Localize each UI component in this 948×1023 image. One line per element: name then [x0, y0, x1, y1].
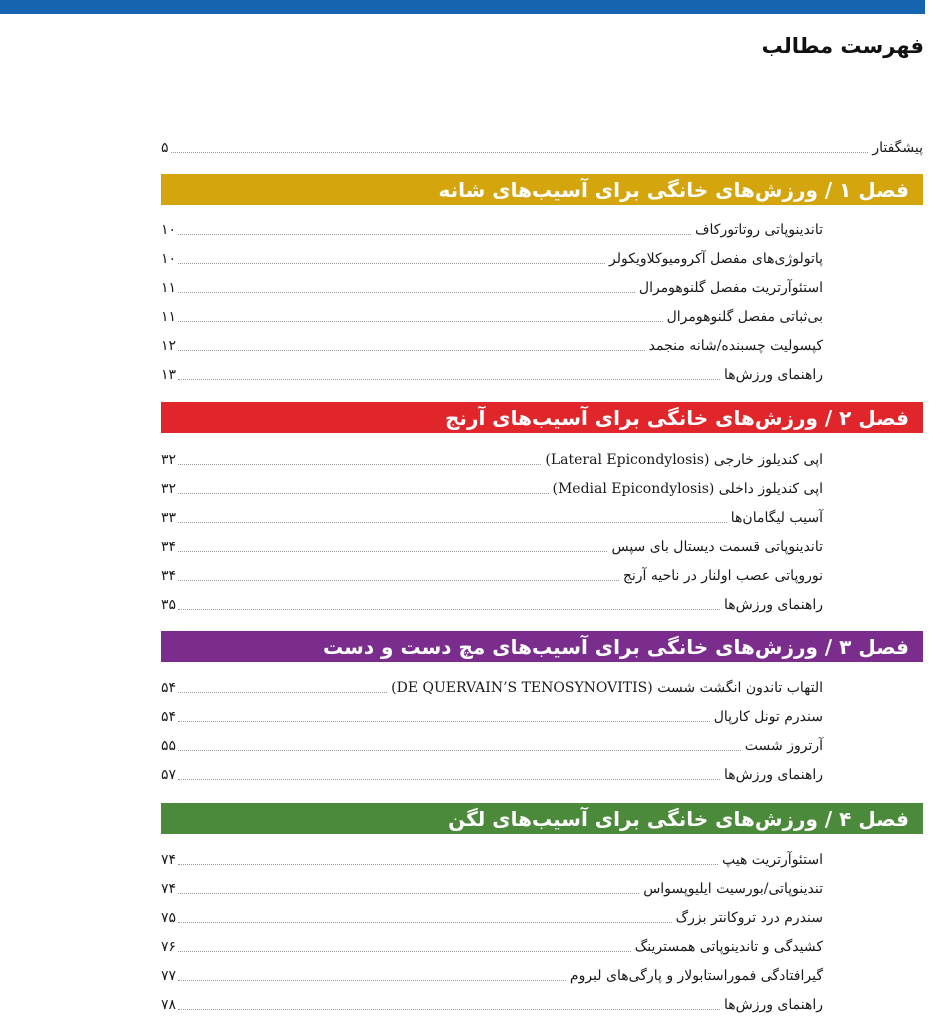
entry-title: سندرم تونل کارپال — [710, 708, 823, 726]
entry-page: ۵۷ — [161, 767, 177, 783]
chapter-3-entries — [161, 668, 923, 784]
toc-entry[interactable] — [161, 585, 923, 614]
entry-page: ۳۴ — [161, 539, 177, 555]
entry-page: ۱۰ — [161, 251, 177, 267]
leader-dots — [178, 291, 635, 293]
entry-title: بی‌ثباتی مفصل گلنوهومرال — [663, 308, 823, 326]
chapter-3-heading[interactable] — [161, 631, 923, 662]
leader-dots — [178, 749, 741, 751]
toc-entry[interactable] — [161, 697, 923, 726]
toc-entry[interactable] — [161, 985, 923, 1014]
entry-title: راهنمای ورزش‌ها — [720, 766, 823, 784]
entry-title: گیرافتادگی فموراستابولار و پارگی‌های لبروم — [566, 967, 823, 985]
toc-entry[interactable] — [161, 239, 923, 268]
entry-title: آرتروز شست — [741, 737, 823, 755]
toc-entry[interactable] — [161, 268, 923, 297]
entry-page: ۱۲ — [161, 338, 177, 354]
toc-entry[interactable] — [161, 668, 923, 697]
entry-page: ۱۱ — [161, 280, 177, 296]
entry-page: ۳۵ — [161, 597, 177, 613]
chapter-1-title: فصل ۱ / ورزش‌های خانگی برای آسیب‌های شانه — [438, 177, 909, 202]
entry-title: پیشگفتار — [868, 139, 923, 157]
entry-page: ۳۲ — [161, 452, 177, 468]
chapter-4-title: فصل ۴ / ورزش‌های خانگی برای آسیب‌های لگن — [448, 806, 909, 831]
entry-title: التهاب تاندون انگشت شست (DE QUERVAIN’S TENOSYNOVITIS) — [387, 679, 823, 697]
chapter-1-entries — [161, 210, 923, 384]
entry-page: ۱۳ — [161, 367, 177, 383]
leader-dots — [178, 320, 663, 322]
leader-dots — [178, 608, 720, 610]
toc-entry[interactable] — [161, 956, 923, 985]
chapter-1-heading[interactable] — [161, 174, 923, 205]
top-accent-bar — [0, 0, 925, 14]
chapter-2-heading[interactable] — [161, 402, 923, 433]
toc-entry[interactable] — [161, 927, 923, 956]
toc-entry[interactable] — [161, 326, 923, 355]
entry-title: کپسولیت چسبنده/شانه منجمد — [645, 337, 823, 355]
entry-page: ۱۱ — [161, 309, 177, 325]
entry-page: ۱۰ — [161, 222, 177, 238]
entry-title: استئوآرتریت مفصل گلنوهومرال — [635, 279, 823, 297]
leader-dots — [178, 550, 607, 552]
toc-entry-preface[interactable] — [161, 128, 923, 157]
leader-dots — [178, 378, 720, 380]
preface-section — [161, 128, 923, 157]
entry-title: تندینوپاتی/بورسیت ایلیوپسواس — [639, 880, 823, 898]
leader-dots — [178, 1008, 720, 1010]
toc-entry[interactable] — [161, 469, 923, 498]
leader-dots — [178, 921, 672, 923]
entry-page: ۷۸ — [161, 997, 177, 1013]
entry-title: راهنمای ورزش‌ها — [720, 996, 823, 1014]
toc-entry[interactable] — [161, 726, 923, 755]
entry-page: ۷۴ — [161, 852, 177, 868]
leader-dots — [178, 233, 691, 235]
entry-page: ۵ — [161, 140, 169, 156]
toc-entry[interactable] — [161, 297, 923, 326]
toc-entry[interactable] — [161, 440, 923, 469]
entry-title: تاندینوپاتی قسمت دیستال بای سپس — [607, 538, 823, 556]
entry-page: ۵۴ — [161, 680, 177, 696]
chapter-2-entries — [161, 440, 923, 614]
leader-dots — [178, 778, 720, 780]
entry-page: ۳۲ — [161, 481, 177, 497]
toc-entry[interactable] — [161, 755, 923, 784]
entry-title: اپی کندیلوز خارجی (Lateral Epicondylosis) — [541, 451, 823, 469]
toc-entry[interactable] — [161, 898, 923, 927]
leader-dots — [178, 349, 645, 351]
chapter-4-heading[interactable] — [161, 803, 923, 834]
entry-page: ۷۴ — [161, 881, 177, 897]
entry-page: ۳۴ — [161, 568, 177, 584]
leader-dots — [178, 492, 548, 494]
leader-dots — [178, 262, 605, 264]
entry-page: ۵۵ — [161, 738, 177, 754]
chapter-3-title: فصل ۳ / ورزش‌های خانگی برای آسیب‌های مچ دست و دست — [322, 634, 909, 659]
entry-title: اپی کندیلوز داخلی (Medial Epicondylosis) — [549, 480, 824, 498]
leader-dots — [178, 579, 619, 581]
entry-title: آسیب لیگامان‌ها — [727, 509, 823, 527]
leader-dots — [178, 863, 718, 865]
toc-entry[interactable] — [161, 869, 923, 898]
leader-dots — [178, 950, 631, 952]
toc-entry[interactable] — [161, 840, 923, 869]
entry-title: راهنمای ورزش‌ها — [720, 596, 823, 614]
entry-title: سندرم درد تروکانتر بزرگ — [672, 909, 823, 927]
entry-title: راهنمای ورزش‌ها — [720, 366, 823, 384]
entry-title: کشیدگی و تاندینوپاتی همسترینگ — [631, 938, 823, 956]
entry-title: نوروپاتی عصب اولنار در ناحیه آرنج — [619, 567, 823, 585]
toc-entry[interactable] — [161, 498, 923, 527]
chapter-2-title: فصل ۲ / ورزش‌های خانگی برای آسیب‌های آرنج — [445, 405, 909, 430]
entry-page: ۷۷ — [161, 968, 177, 984]
entry-page: ۵۴ — [161, 709, 177, 725]
leader-dots — [178, 691, 387, 693]
leader-dots — [178, 720, 710, 722]
entry-title: پاتولوژی‌های مفصل آکرومیوکلاویکولر — [605, 250, 823, 268]
entry-page: ۷۵ — [161, 910, 177, 926]
entry-page: ۳۳ — [161, 510, 177, 526]
leader-dots — [178, 463, 541, 465]
leader-dots — [178, 979, 566, 981]
page-title: فهرست مطالب — [761, 34, 924, 58]
entry-title: استئوآرتریت هیپ — [718, 851, 823, 869]
toc-entry[interactable] — [161, 556, 923, 585]
leader-dots — [171, 151, 869, 153]
toc-entry[interactable] — [161, 527, 923, 556]
entry-page: ۷۶ — [161, 939, 177, 955]
entry-title: تاندینوپاتی روتاتورکاف — [691, 221, 823, 239]
toc-entry[interactable] — [161, 210, 923, 239]
chapter-4-entries — [161, 840, 923, 1014]
leader-dots — [178, 521, 727, 523]
leader-dots — [178, 892, 639, 894]
toc-entry[interactable] — [161, 355, 923, 384]
